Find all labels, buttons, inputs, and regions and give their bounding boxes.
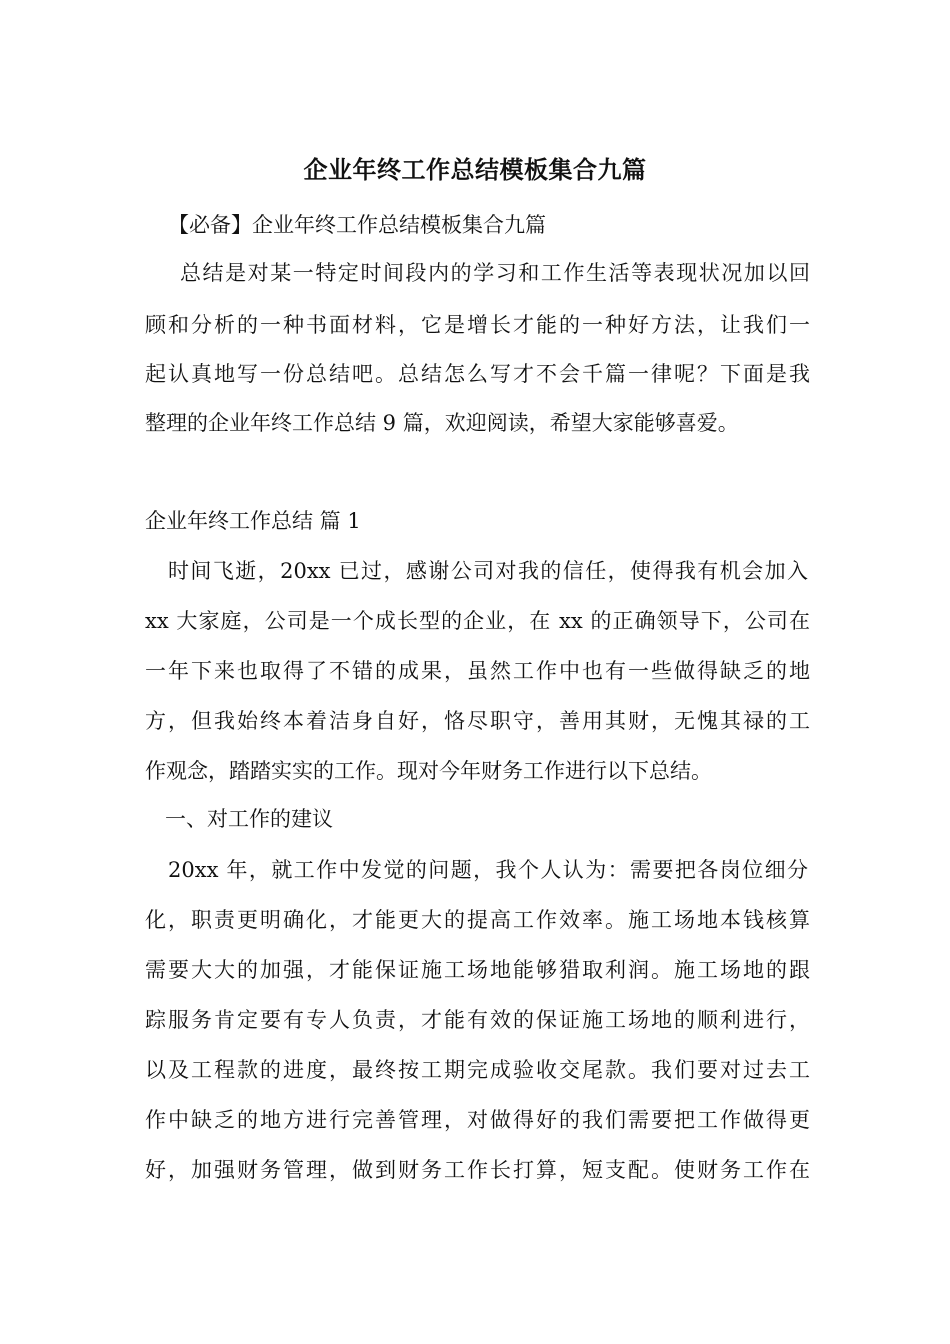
paragraph-line: 一年下来也取得了不错的成果，虽然工作中也有一些做得缺乏的地: [145, 659, 810, 683]
paragraph-line: 作观念，踏踏实实的工作。现对今年财务工作进行以下总结。: [145, 759, 712, 783]
paragraph-line: 时间飞逝，20xx 已过，感谢公司对我的信任，使得我有机会加入: [168, 559, 808, 583]
subheading: 一、对工作的建议: [165, 807, 333, 831]
paragraph-line: 20xx 年，就工作中发觉的问题，我个人认为：需要把各岗位细分: [168, 858, 808, 882]
intro-line: 整理的企业年终工作总结 9 篇，欢迎阅读，希望大家能够喜爱。: [145, 411, 739, 435]
paragraph-line: 作中缺乏的地方进行完善管理，对做得好的我们需要把工作做得更: [145, 1108, 810, 1132]
paragraph-line: 踪服务肯定要有专人负责，才能有效的保证施工场地的顺利进行，: [145, 1008, 810, 1032]
document-subtitle: 【必备】企业年终工作总结模板集合九篇: [168, 213, 546, 237]
section-heading: 企业年终工作总结 篇 1: [145, 509, 361, 533]
paragraph-line: xx 大家庭，公司是一个成长型的企业，在 xx 的正确领导下，公司在: [145, 609, 810, 633]
intro-line: 顾和分析的一种书面材料，它是增长才能的一种好方法，让我们一: [145, 313, 810, 337]
paragraph-line: 化，职责更明确化，才能更大的提高工作效率。施工场地本钱核算: [145, 908, 810, 932]
document-title: 企业年终工作总结模板集合九篇: [303, 156, 647, 184]
paragraph-line: 好，加强财务管理，做到财务工作长打算，短支配。使财务工作在: [145, 1158, 810, 1182]
paragraph-line: 需要大大的加强，才能保证施工场地能够猎取利润。施工场地的跟: [145, 958, 810, 982]
intro-line: 总结是对某一特定时间段内的学习和工作生活等表现状况加以回: [180, 261, 810, 285]
intro-line: 起认真地写一份总结吧。总结怎么写才不会千篇一律呢？下面是我: [145, 362, 810, 386]
paragraph-line: 方，但我始终本着洁身自好，恪尽职守，善用其财，无愧其禄的工: [145, 709, 810, 733]
paragraph-line: 以及工程款的进度，最终按工期完成验收交尾款。我们要对过去工: [145, 1058, 810, 1082]
